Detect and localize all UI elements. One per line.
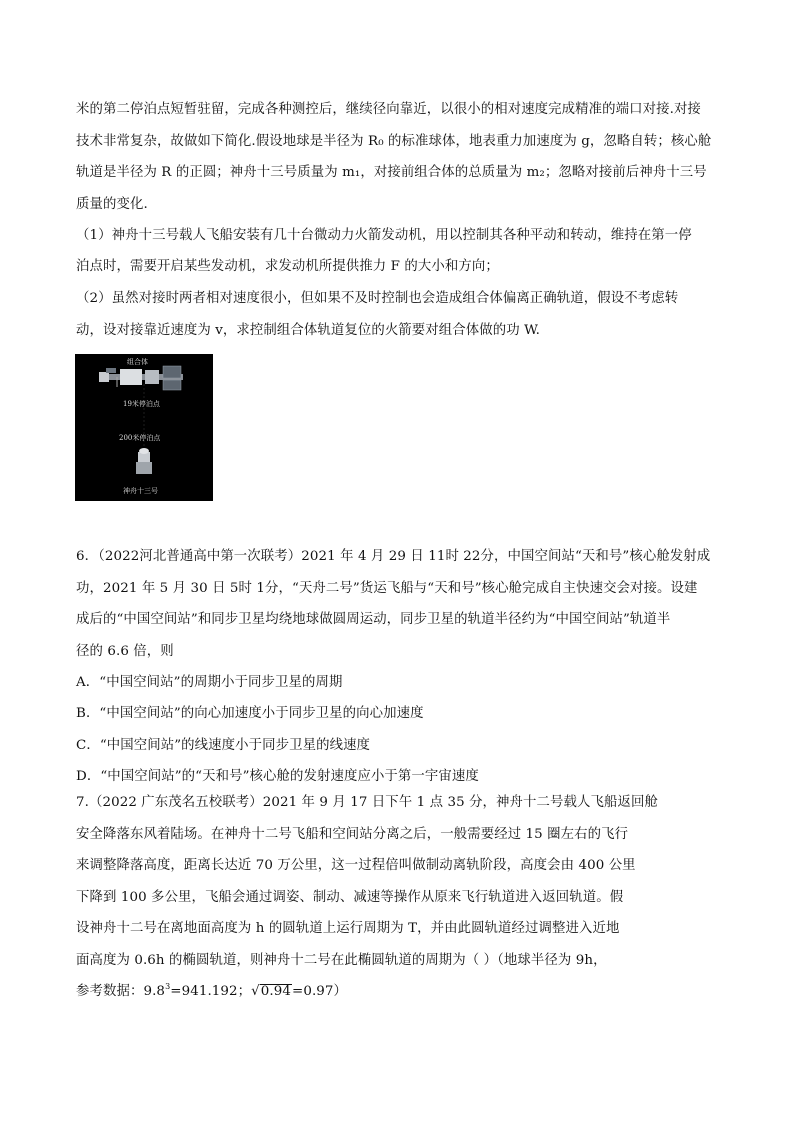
q7-line-4: 下降到 100 多公里，飞船会通过调姿、制动、减速等操作从原来飞行轨道进入返回轨道。假 xyxy=(76,890,624,905)
part2-line-2: 动，设对接靠近速度为 v，求控制组合体轨道复位的火箭要对组合体做的功 W. xyxy=(76,323,540,338)
part1-line-1: （1）神舟十三号载人飞船安装有几十台微动力火箭发动机，用以控制其各种平动和转动，维持在第一停 xyxy=(76,228,692,243)
q6-line-2: 功，2021 年 5 月 30 日 5时 1分，“天舟二号”货运飞船与“天和号”核心舱完成自主快速交会对接。设建 xyxy=(76,581,698,596)
sqrt-sign: √ xyxy=(251,984,260,999)
station-node xyxy=(145,370,159,384)
solar-panel-right-top xyxy=(163,366,181,378)
q7-line-3: 来调整降落高度，距离长达近 70 万公里，这一过程倍叫做制动离轨阶段，高度会由 400 公里 xyxy=(76,858,636,873)
docking-illustration xyxy=(75,354,213,501)
station-module-left xyxy=(99,372,109,382)
station-core-module xyxy=(120,369,142,385)
q7-ref-exponent: 3 xyxy=(165,982,171,991)
q7-ref-sqrt-radicand: 0.94 xyxy=(260,984,292,999)
figure-bottom-label: 神舟十三号 xyxy=(123,487,158,495)
q7-ref-mid: =941.192； xyxy=(170,984,252,999)
q6-option-d: D．“中国空间站”的“天和号”核心舱的发射速度应小于第一宇宙速度 xyxy=(76,769,479,784)
q7-ref-suffix: =0.97） xyxy=(292,984,348,999)
q7-line-1: 7.（2022 广东茂名五校联考）2021 年 9 月 17 日下午 1 点 35 分，神舟十二号载人飞船返回舱 xyxy=(76,795,658,810)
q6-option-b: B．“中国空间站”的向心加速度小于同步卫星的向心加速度 xyxy=(76,706,424,721)
solar-panel-left xyxy=(106,368,116,373)
intro-line-3: 轨道是半径为 R 的正圆；神舟十三号质量为 m₁，对接前组合体的总质量为 m₂；忽略对接前后神舟十三号 xyxy=(76,165,707,180)
q6-line-1: 6．（2022河北普通高中第一次联考）2021 年 4 月 29 日 11时 22分，中国空间站“天和号”核心舱发射成 xyxy=(76,549,711,564)
intro-line-1: 米的第二停泊点短暂驻留，完成各种测控后，继续径向靠近，以很小的相对速度完成精准的端口对接.对接 xyxy=(76,102,701,117)
q6-option-c: C．“中国空间站”的线速度小于同步卫星的线速度 xyxy=(76,738,371,753)
q6-option-a: A．“中国空间站”的周期小于同步卫星的周期 xyxy=(76,675,343,690)
spacecraft-docking-port xyxy=(139,448,149,454)
q7-ref-prefix: 参考数据：9.8 xyxy=(76,984,166,999)
part2-line-1: （2）虽然对接时两者相对速度很小，但如果不及时控制也会造成组合体偏离正确轨道，假设不考虑转 xyxy=(76,291,679,306)
q6-line-4: 径的 6.6 倍，则 xyxy=(76,644,174,659)
figure-top-label: 组合体 xyxy=(127,358,148,366)
q7-line-6: 面高度为 0.6h 的椭圆轨道，则神舟十二号在此椭圆轨道的周期为（ ）（地球半径为 9h， xyxy=(76,953,607,968)
berth-point-200m-label: 200米停泊点 xyxy=(119,434,161,442)
q7-line-7 xyxy=(76,983,347,1001)
berth-point-19m-label: 19米停泊点 xyxy=(123,400,160,408)
part1-line-2: 泊点时，需要开启某些发动机，求发动机所提供推力 F 的大小和方向； xyxy=(76,259,499,274)
intro-line-2: 技术非常复杂，故做如下简化.假设地球是半径为 R₀ 的标准球体，地表重力加速度为 g，忽略自转；核心舱 xyxy=(76,134,712,149)
spacecraft-service-module xyxy=(136,462,152,474)
solar-panel-right-bottom xyxy=(163,380,181,390)
q7-line-5: 设神舟十二号在离地面高度为 h 的圆轨道上运行周期为 T，并由此圆轨道经过调整进入近地 xyxy=(76,921,620,936)
q7-line-2: 安全降落东风着陆场。在神舟十二号飞船和空间站分离之后，一般需要经过 15 圈左右的飞行 xyxy=(76,827,629,842)
intro-line-4: 质量的变化. xyxy=(76,197,148,212)
q6-line-3: 成后的“中国空间站”和同步卫星均绕地球做圆周运动，同步卫星的轨道半径约为“中国空间站”轨道半 xyxy=(76,612,671,627)
docking-figure xyxy=(75,354,213,501)
